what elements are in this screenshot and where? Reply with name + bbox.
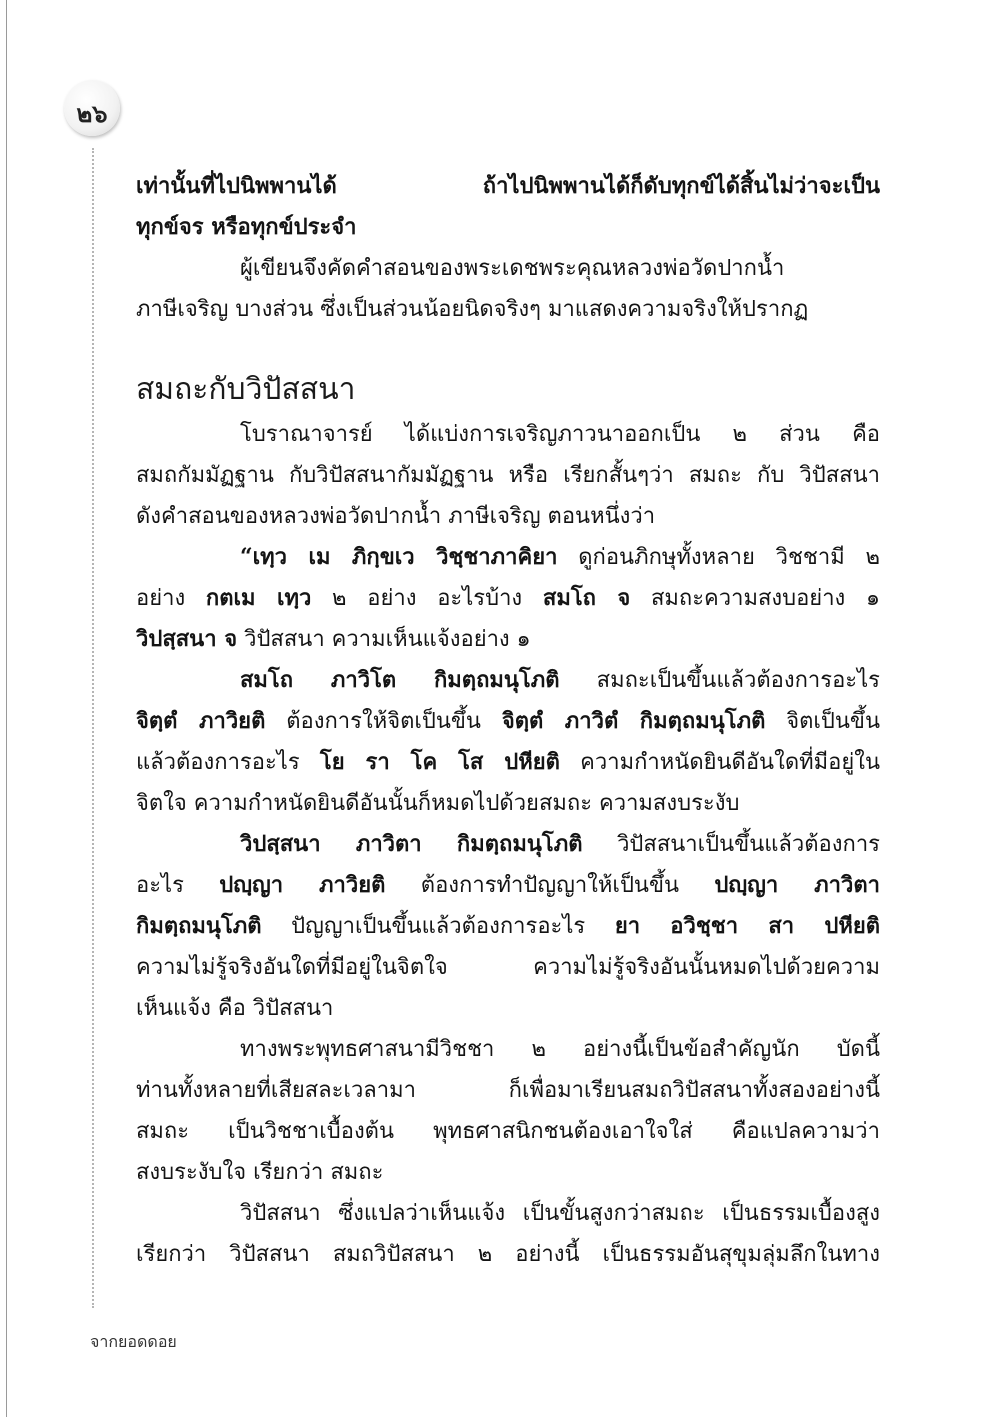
pali-phrase: จิตฺตํ ภาวิตํ กิมตฺถมนุโภติ <box>501 708 766 734</box>
p6-line-2: เรียกว่า วิปัสสนา สมถวิปัสสนา ๒ อย่างนี้ เป็นธรรมอันสุขุมลุ่มลึกในทาง <box>136 1242 880 1267</box>
section-heading: สมถะกับวิปัสสนา <box>136 372 356 407</box>
translation-text: วิปัสสนาเป็นขึ้นแล้วต้องการ <box>582 832 880 857</box>
pali-phrase: วิปสฺสนา ภาวิตา กิมตฺถมนุโภติ <box>240 831 583 857</box>
pali-phrase: ยา อวิชฺชา สา ปหียติ <box>614 913 880 939</box>
p4-line-5: เห็นแจ้ง คือ วิปัสสนา <box>136 996 334 1021</box>
running-footer: จากยอดดอย <box>90 1332 177 1351</box>
pali-phrase: จิตฺตํ ภาวิยติ <box>136 708 266 734</box>
intro-line-3: ผู้เขียนจึงคัดคำสอนของพระเดชพระคุณหลวงพ่อวัดปากน้ำ <box>240 256 785 281</box>
translation-text: สมถะความสงบอย่าง ๑ <box>630 586 880 611</box>
translation-text: ความกำหนัดยินดีอันใดที่มีอยู่ใน <box>559 750 880 775</box>
translation-text: สมถะเป็นขึ้นแล้วต้องการอะไร <box>559 668 880 693</box>
translation-text: อย่าง <box>136 586 206 611</box>
pali-phrase: ปญฺญา ภาวิตา <box>714 872 880 898</box>
intro-line-1: เท่านั้นที่ไปนิพพานได้ ถ้าไปนิพพานได้ก็ดับทุกข์ได้สิ้นไม่ว่าจะเป็น <box>136 173 880 199</box>
p3-line-3 <box>136 742 880 783</box>
p3-line-1 <box>136 660 880 701</box>
pali-phrase: โย รา โค โส ปหียติ <box>319 749 560 775</box>
pali-phrase: กิมตฺถมนุโภติ <box>136 913 262 939</box>
p5-line-4: สงบระงับใจ เรียกว่า สมถะ <box>136 1160 384 1185</box>
p5-line-2: ท่านทั้งหลายที่เสียสละเวลามา ก็เพื่อมาเรียนสมถวิปัสสนาทั้งสองอย่างนี้ <box>136 1078 880 1103</box>
translation-text: แล้วต้องการอะไร <box>136 750 320 775</box>
page-edge-line <box>6 0 7 1417</box>
translation-text: ปัญญาเป็นขึ้นแล้วต้องการอะไร <box>261 914 615 939</box>
p5-line-3: สมถะ เป็นวิชชาเบื้องต้น พุทธศาสนิกชนต้องเอาใจใส่ คือแปลความว่า <box>136 1119 880 1144</box>
intro-line-2: ทุกข์จร หรือทุกข์ประจำ <box>136 214 357 240</box>
pali-phrase: “เทฺว เม ภิกฺขเว วิชฺชาภาคิยา <box>240 544 558 570</box>
p3-line-4: จิตใจ ความกำหนัดยินดีอันนั้นก็หมดไปด้วยสมถะ ความสงบระงับ <box>136 791 740 816</box>
translation-text: ต้องการให้จิตเป็นขึ้น <box>265 709 502 734</box>
p2-line-1 <box>136 537 880 578</box>
p1-line-1: โบราณาจารย์ ได้แบ่งการเจริญภาวนาออกเป็น ๒ ส่วน คือ <box>240 422 880 447</box>
p4-line-1 <box>136 824 880 865</box>
p6-line-1: วิปัสสนา ซึ่งแปลว่าเห็นแจ้ง เป็นขั้นสูงกว่าสมถะ เป็นธรรมเบื้องสูง <box>240 1201 880 1226</box>
translation-text: ๒ อย่าง อะไรบ้าง <box>311 586 543 611</box>
translation-text: อะไร <box>136 873 220 898</box>
pali-phrase: กตเม เทฺว <box>205 585 312 611</box>
pali-phrase: สมโถ ภาวิโต กิมตฺถมนุโภติ <box>240 667 560 693</box>
p4-line-4: ความไม่รู้จริงอันใดที่มีอยู่ในจิตใจ ความไม่รู้จริงอันนั้นหมดไปด้วยความ <box>136 955 880 980</box>
page-number: ๒๖ <box>76 99 108 128</box>
pali-phrase: ปญฺญา ภาวิยติ <box>219 872 386 898</box>
p3-line-2 <box>136 701 880 742</box>
p4-line-3 <box>136 906 880 947</box>
translation-text: ดูก่อนภิกษุทั้งหลาย วิชชามี ๒ <box>557 545 880 570</box>
p1-line-3: ดังคำสอนของหลวงพ่อวัดปากน้ำ ภาษีเจริญ ตอนหนึ่งว่า <box>136 504 656 529</box>
p1-line-2: สมถกัมมัฏฐาน กับวิปัสสนากัมมัฏฐาน หรือ เรียกสั้นๆว่า สมถะ กับ วิปัสสนา <box>136 463 880 488</box>
translation-text: วิปัสสนา ความเห็นแจ้งอย่าง ๑ <box>237 627 531 652</box>
intro-line-4: ภาษีเจริญ บางส่วน ซึ่งเป็นส่วนน้อยนิดจริงๆ มาแสดงความจริงให้ปรากฏ <box>136 297 809 322</box>
pali-phrase: วิปสฺสนา จ <box>136 626 238 652</box>
p2-line-2 <box>136 578 880 619</box>
translation-text: ต้องการทำปัญญาให้เป็นขึ้น <box>385 873 715 898</box>
pali-phrase: สมโถ จ <box>542 585 631 611</box>
p5-line-1: ทางพระพุทธศาสนามีวิชชา ๒ อย่างนี้เป็นข้อสำคัญนัก บัดนี้ <box>240 1037 880 1062</box>
translation-text: จิตเป็นขึ้น <box>765 709 880 734</box>
dotted-margin-line <box>92 148 94 1308</box>
page-body <box>136 166 880 1275</box>
p4-line-2 <box>136 865 880 906</box>
p2-line-3 <box>136 619 880 660</box>
section-gap <box>136 330 880 366</box>
